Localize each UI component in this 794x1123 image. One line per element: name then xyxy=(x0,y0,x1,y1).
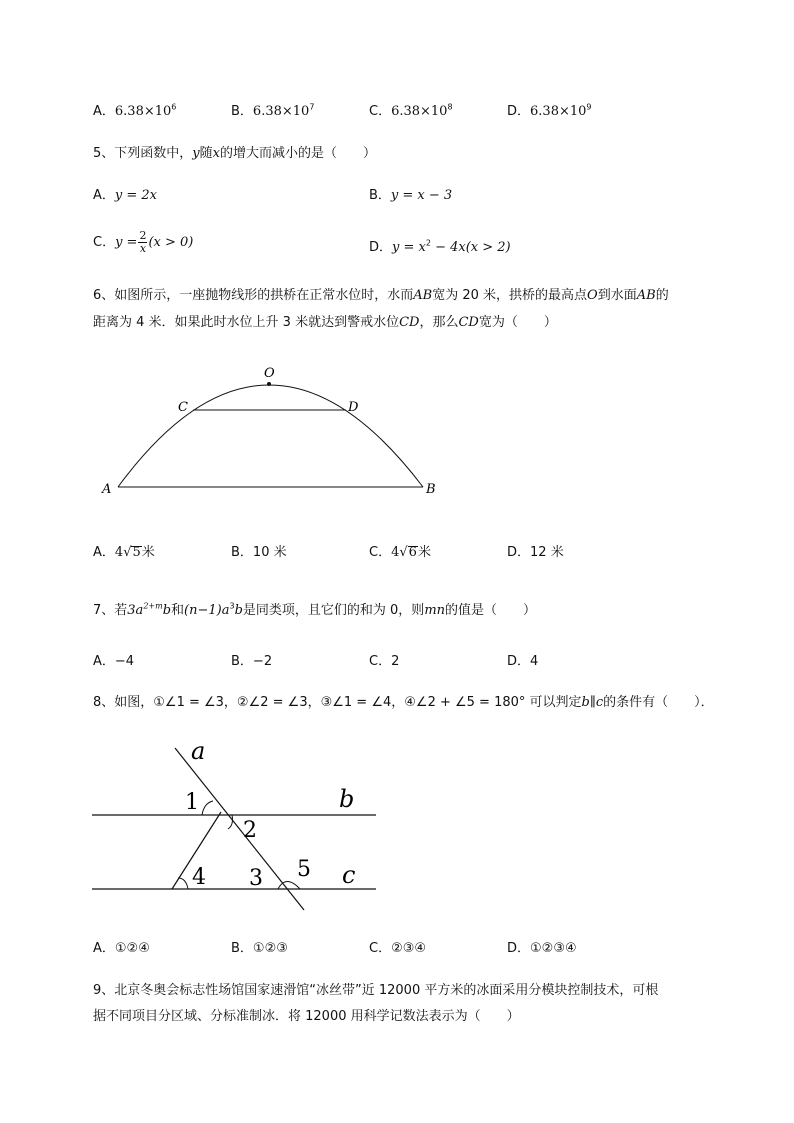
q6-arch-figure xyxy=(90,355,460,505)
q4-option-c[interactable]: C．$6.38\times 10^8$ xyxy=(369,102,453,119)
q6-option-c[interactable]: C．4√6米 xyxy=(369,545,431,560)
q7-option-d[interactable]: D．4 xyxy=(507,654,539,669)
label-o: O xyxy=(264,366,275,381)
label-a: a xyxy=(191,737,206,765)
q4-options xyxy=(93,100,733,120)
angle-arc-4 xyxy=(178,878,188,889)
label-angle-1: 1 xyxy=(185,790,199,815)
q8-option-a[interactable]: A．①②④ xyxy=(93,941,150,956)
q6-options xyxy=(93,541,733,561)
q9-stem-line2: 据不同项目分区域、分标准制冰．将 12000 用科学记数法表示为（ ） xyxy=(93,1009,520,1024)
q5-options-row1 xyxy=(93,184,733,204)
q8-option-c[interactable]: C．②③④ xyxy=(369,941,427,956)
q4-option-b[interactable]: B．$6.38\times 10^7$ xyxy=(231,102,315,119)
label-angle-3: 3 xyxy=(249,866,263,891)
q5-option-b[interactable]: B．y = x − 3 xyxy=(369,188,453,203)
q8-options xyxy=(93,937,733,957)
q5-option-d[interactable]: D．$y = x^2 - 4x(x > 2)$ xyxy=(369,238,511,255)
q8-option-d[interactable]: D．①②③④ xyxy=(507,941,577,956)
q4-option-d[interactable]: D．$6.38\times 10^9$ xyxy=(507,102,592,119)
q7-option-a[interactable]: A．−4 xyxy=(93,654,135,669)
q8-option-b[interactable]: B．①②③ xyxy=(231,941,288,956)
angle-arc-1 xyxy=(202,801,213,815)
label-angle-5: 5 xyxy=(297,857,311,882)
q6-stem-line1: 6、如图所示，一座抛物线形的拱桥在正常水位时，水而AB宽为 20 米，拱桥的最高点O到水面AB的 xyxy=(93,288,669,303)
q5-stem: 5、下列函数中，y随x的增大而减小的是（ ） xyxy=(93,146,377,161)
q7-option-b[interactable]: B．−2 xyxy=(231,654,273,669)
q8-stem: 8、如图，①∠1 = ∠3，②∠2 = ∠3，③∠1 = ∠4，④∠2 + ∠5 = 180° 可以判定b∥c的条件有（ ）． xyxy=(93,695,714,710)
q4-option-a[interactable]: A．$6.38\times 10^6$ xyxy=(93,102,177,119)
label-c: c xyxy=(342,861,356,889)
label-d: D xyxy=(348,400,359,415)
q7-options xyxy=(93,650,733,670)
angle-arc-5 xyxy=(278,882,300,890)
q5-fraction: $\frac{2}{x}$ xyxy=(139,229,147,255)
label-b: b xyxy=(339,785,355,813)
q7-option-c[interactable]: C．2 xyxy=(369,654,400,669)
q6-stem-line2: 距离为 4 米．如果此时水位上升 3 米就达到警戒水位CD，那么CD宽为（ ） xyxy=(93,315,557,330)
label-angle-2: 2 xyxy=(243,818,257,843)
label-c: C xyxy=(178,400,188,415)
q6-option-a[interactable]: A．4√5米 xyxy=(93,545,155,560)
label-angle-4: 4 xyxy=(192,865,206,890)
label-b: B xyxy=(426,482,436,497)
q5-options-row2 xyxy=(93,230,733,262)
q7-stem: 7、若$3a^{2+m}b$和$(n-1)a^3b$是同类项，且它们的和为 0，则mn的值是（ ） xyxy=(93,601,537,618)
vertex-point-o xyxy=(267,382,271,386)
q5-option-c[interactable]: C．y = $\frac{2}{x}$ (x > 0) xyxy=(93,229,194,255)
label-a: A xyxy=(102,482,112,497)
q6-option-b[interactable]: B．10 米 xyxy=(231,545,287,560)
q5-option-a[interactable]: A．y = 2x xyxy=(93,188,158,203)
parabola-arch xyxy=(118,385,423,487)
q9-stem-line1: 9、北京冬奥会标志性场馆国家速滑馆“冰丝带”近 12000 平方米的冰面采用分模块控制技术，可根 xyxy=(93,983,659,998)
q6-option-d[interactable]: D．12 米 xyxy=(507,545,564,560)
q8-parallel-lines-figure xyxy=(90,735,385,915)
